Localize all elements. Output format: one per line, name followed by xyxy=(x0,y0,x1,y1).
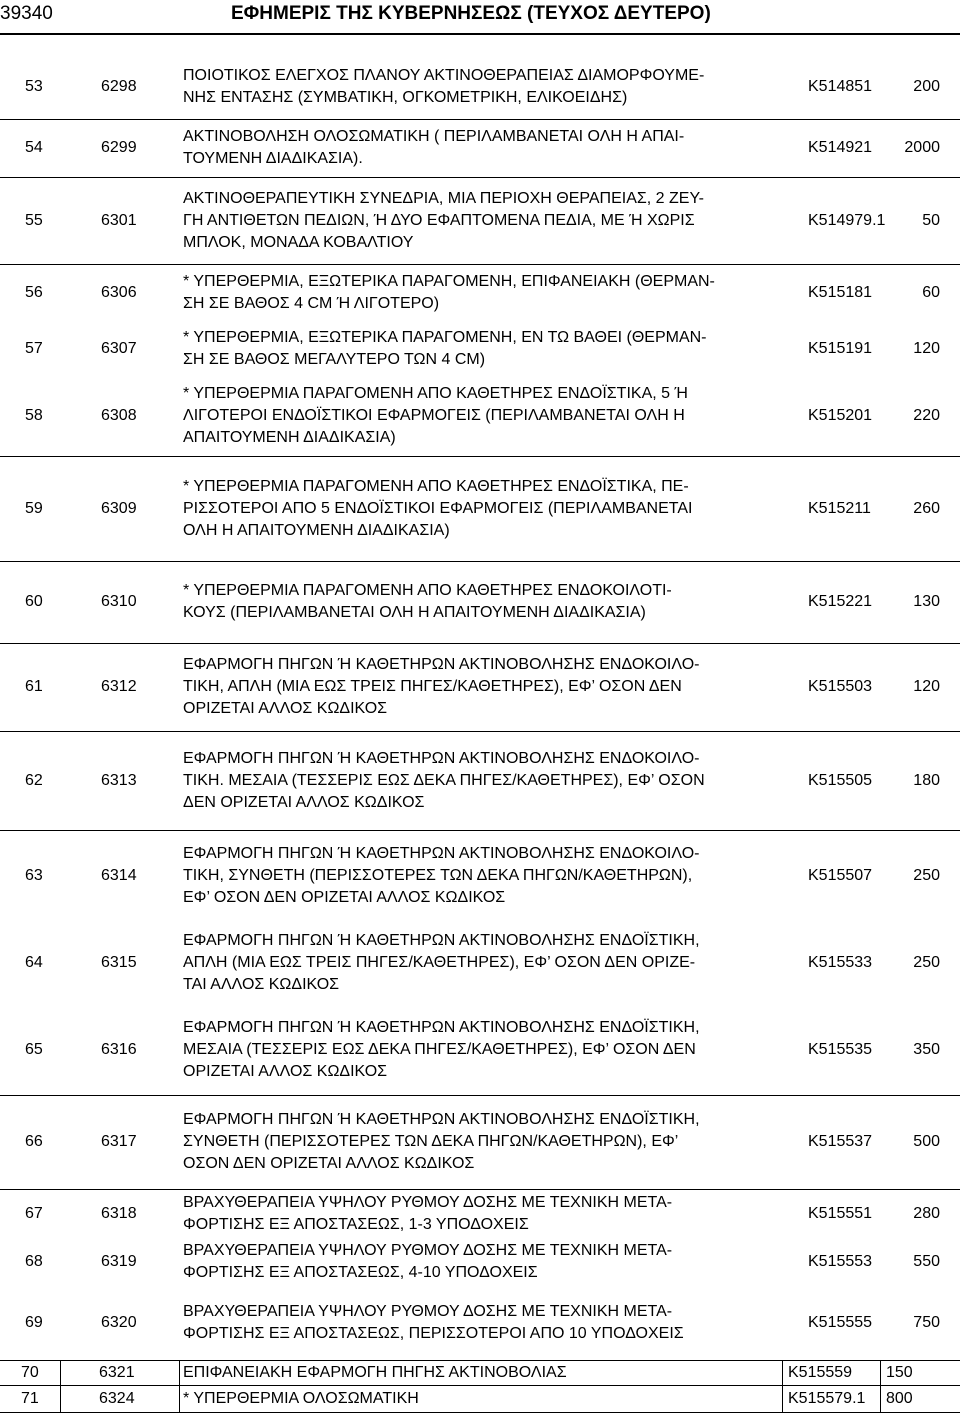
k-code: Κ515503 xyxy=(808,678,873,695)
description-line: * ΥΠΕΡΘΕΡΜΙΑ ΠΑΡΑΓΟΜΕΝΗ ΑΠΟ ΚΑΘΕΤΗΡΕΣ ΕΝΔΟΪΣΤΙΚΑ, ΠΕ- xyxy=(183,478,689,495)
description-line: ΑΚΤΙΝΟΘΕΡΑΠΕΥΤΙΚΗ ΣΥΝΕΔΡΙΑ, ΜΙΑ ΠΕΡΙΟΧΗ ΘΕΡΑΠΕΙΑΣ, 2 ΖΕΥ- xyxy=(183,190,704,207)
row-number: 65 xyxy=(25,1041,43,1058)
procedure-code: 6301 xyxy=(101,212,137,229)
price: 350 xyxy=(913,1041,940,1058)
description-line: ΒΡΑΧΥΘΕΡΑΠΕΙΑ ΥΨΗΛΟΥ ΡΥΘΜΟΥ ΔΟΣΗΣ ΜΕ ΤΕΧΝΙΚΗ ΜΕΤΑ- xyxy=(183,1194,673,1211)
procedure-code: 6308 xyxy=(101,407,137,424)
k-code: Κ515201 xyxy=(808,407,873,424)
column-divider xyxy=(179,1360,180,1412)
description-line: ΜΕΣΑΙΑ (ΤΕΣΣΕΡΙΣ ΕΩΣ ΔΕΚΑ ΠΗΓΕΣ/ΚΑΘΕΤΗΡΕΣ), ΕΦ’ ΟΣΟΝ ΔΕΝ xyxy=(183,1041,696,1058)
row-number: 63 xyxy=(25,867,43,884)
k-code: Κ515211 xyxy=(808,500,871,517)
k-code: Κ515537 xyxy=(808,1133,873,1150)
row-divider xyxy=(0,1412,960,1413)
price: 750 xyxy=(913,1314,940,1331)
description-line: ΦΟΡΤΙΣΗΣ ΕΞ ΑΠΟΣΤΑΣΕΩΣ, 1-3 ΥΠΟΔΟΧΕΙΣ xyxy=(183,1216,529,1233)
description-line: ΦΟΡΤΙΣΗΣ ΕΞ ΑΠΟΣΤΑΣΕΩΣ, ΠΕΡΙΣΣΟΤΕΡΟΙ ΑΠΟ 10 ΥΠΟΔΟΧΕΙΣ xyxy=(183,1325,684,1342)
k-code: Κ515551 xyxy=(808,1205,873,1222)
description-line: ΕΦΑΡΜΟΓΗ ΠΗΓΩΝ Ή ΚΑΘΕΤΗΡΩΝ ΑΚΤΙΝΟΒΟΛΗΣΗΣ ΕΝΔΟΪΣΤΙΚΗ, xyxy=(183,1111,700,1128)
procedure-description xyxy=(183,327,783,371)
procedure-description xyxy=(183,65,783,109)
description-line: ΤΙΚΗ, ΑΠΛΗ (ΜΙΑ ΕΩΣ ΤΡΕΙΣ ΠΗΓΕΣ/ΚΑΘΕΤΗΡΕΣ), ΕΦ’ ΟΣΟΝ ΔΕΝ xyxy=(183,678,682,695)
procedure-description xyxy=(183,1017,783,1083)
procedure-code: 6309 xyxy=(101,500,137,517)
table-row xyxy=(0,376,960,457)
table-row xyxy=(0,456,960,562)
table-row xyxy=(0,1285,960,1361)
k-code: Κ515221 xyxy=(808,593,873,610)
page-number: 39340 xyxy=(0,3,53,24)
procedure-code: 6318 xyxy=(101,1205,137,1222)
price: 120 xyxy=(913,340,940,357)
column-divider xyxy=(60,1360,61,1412)
procedure-description xyxy=(183,188,783,254)
price: 500 xyxy=(913,1133,940,1150)
description-line: ΓΗ ΑΝΤΙΘΕΤΩΝ ΠΕΔΙΩΝ, Ή ΔΥΟ ΕΦΑΠΤΟΜΕΝΑ ΠΕΔΙΑ, ΜΕ Ή ΧΩΡΙΣ xyxy=(183,212,695,229)
price: 150 xyxy=(886,1364,913,1381)
procedure-code: 6310 xyxy=(101,593,137,610)
description-line: ΕΦΑΡΜΟΓΗ ΠΗΓΩΝ Ή ΚΑΘΕΤΗΡΩΝ ΑΚΤΙΝΟΒΟΛΗΣΗΣ ΕΝΔΟΪΣΤΙΚΗ, xyxy=(183,1019,700,1036)
description-line: ΕΦΑΡΜΟΓΗ ΠΗΓΩΝ Ή ΚΑΘΕΤΗΡΩΝ ΑΚΤΙΝΟΒΟΛΗΣΗΣ ΕΝΔΟΚΟΙΛΟ- xyxy=(183,750,700,767)
description-line: ΛΙΓΟΤΕΡΟΙ ΕΝΔΟΪΣΤΙΚΟΙ ΕΦΑΡΜΟΓΕΙΣ (ΠΕΡΙΛΑΜΒΑΝΕΤΑΙ ΟΛΗ Η xyxy=(183,407,685,424)
procedure-description: * ΥΠΕΡΘΕΡΜΙΑ ΟΛΟΣΩΜΑΤΙΚΗ xyxy=(183,1390,419,1407)
description-line: ΟΡΙΖΕΤΑΙ ΑΛΛΟΣ ΚΩΔΙΚΟΣ xyxy=(183,1063,388,1080)
price: 120 xyxy=(913,678,940,695)
table-row xyxy=(0,177,960,265)
price: 280 xyxy=(913,1205,940,1222)
table-row xyxy=(0,55,960,120)
k-code: Κ515507 xyxy=(808,867,873,884)
table-row xyxy=(0,1189,960,1239)
description-line: ΤΙΚΗ, ΣΥΝΘΕΤΗ (ΠΕΡΙΣΣΟΤΕΡΕΣ ΤΩΝ ΔΕΚΑ ΠΗΓΩΝ/ΚΑΘΕΤΗΡΩΝ), xyxy=(183,867,693,884)
row-number: 58 xyxy=(25,407,43,424)
procedure-description xyxy=(183,1240,783,1284)
description-line: ΣΗ ΣΕ ΒΑΘΟΣ 4 CM Ή ΛΙΓΟΤΕΡΟ) xyxy=(183,295,440,312)
row-number: 57 xyxy=(25,340,43,357)
procedure-code: 6315 xyxy=(101,954,137,971)
price: 220 xyxy=(913,407,940,424)
table-row xyxy=(0,643,960,732)
description-line: ΒΡΑΧΥΘΕΡΑΠΕΙΑ ΥΨΗΛΟΥ ΡΥΘΜΟΥ ΔΟΣΗΣ ΜΕ ΤΕΧΝΙΚΗ ΜΕΤΑ- xyxy=(183,1303,673,1320)
table-row xyxy=(0,322,960,376)
procedure-code: 6312 xyxy=(101,678,137,695)
k-code: Κ515579.1 xyxy=(788,1390,866,1407)
row-number: 60 xyxy=(25,593,43,610)
row-number: 53 xyxy=(25,78,43,95)
procedure-description xyxy=(183,383,783,449)
procedure-code: 6299 xyxy=(101,139,137,156)
k-code: Κ515181 xyxy=(808,284,873,301)
description-line: ΚΟΥΣ (ΠΕΡΙΛΑΜΒΑΝΕΤΑΙ ΟΛΗ Η ΑΠΑΙΤΟΥΜΕΝΗ ΔΙΑΔΙΚΑΣΙΑ) xyxy=(183,604,646,621)
description-line: ΡΙΣΣΟΤΕΡΟΙ ΑΠΟ 5 ΕΝΔΟΪΣΤΙΚΟΙ ΕΦΑΡΜΟΓΕΙΣ (ΠΕΡΙΛΑΜΒΑΝΕΤΑΙ xyxy=(183,500,693,517)
price: 250 xyxy=(913,867,940,884)
procedure-code: 6307 xyxy=(101,340,137,357)
procedure-description xyxy=(183,1192,783,1236)
price: 550 xyxy=(913,1253,940,1270)
procedure-description xyxy=(183,930,783,996)
price: 260 xyxy=(913,500,940,517)
procedure-description: ΕΠΙΦΑΝΕΙΑΚΗ ΕΦΑΡΜΟΓΗ ΠΗΓΗΣ ΑΚΤΙΝΟΒΟΛΙΑΣ xyxy=(183,1364,567,1381)
description-line: ΑΚΤΙΝΟΒΟΛΗΣΗ ΟΛΟΣΩΜΑΤΙΚΗ ( ΠΕΡΙΛΑΜΒΑΝΕΤΑΙ ΟΛΗ Η ΑΠΑΙ- xyxy=(183,128,685,145)
row-number: 55 xyxy=(25,212,43,229)
table-row xyxy=(0,922,960,1004)
procedure-description xyxy=(183,654,783,720)
description-line: ΣΥΝΘΕΤΗ (ΠΕΡΙΣΣΟΤΕΡΕΣ ΤΩΝ ΔΕΚΑ ΠΗΓΩΝ/ΚΑΘΕΤΗΡΩΝ), ΕΦ’ xyxy=(183,1133,679,1150)
row-number: 59 xyxy=(25,500,43,517)
k-code: Κ515535 xyxy=(808,1041,873,1058)
row-number: 70 xyxy=(21,1364,39,1381)
procedure-description xyxy=(183,271,783,315)
k-code: Κ515555 xyxy=(808,1314,873,1331)
k-code: Κ515505 xyxy=(808,772,873,789)
description-line: * ΥΠΕΡΘΕΡΜΙΑ ΠΑΡΑΓΟΜΕΝΗ ΑΠΟ ΚΑΘΕΤΗΡΕΣ ΕΝΔΟΚΟΙΛΟΤΙ- xyxy=(183,582,672,599)
k-code: Κ514979.1 xyxy=(808,212,886,229)
k-code: Κ515553 xyxy=(808,1253,873,1270)
price: 130 xyxy=(913,593,940,610)
description-line: ΕΦ’ ΟΣΟΝ ΔΕΝ ΟΡΙΖΕΤΑΙ ΑΛΛΟΣ ΚΩΔΙΚΟΣ xyxy=(183,889,506,906)
k-code: Κ514851 xyxy=(808,78,873,95)
row-number: 68 xyxy=(25,1253,43,1270)
description-line: ΟΛΗ Η ΑΠΑΙΤΟΥΜΕΝΗ ΔΙΑΔΙΚΑΣΙΑ) xyxy=(183,522,450,539)
k-code: Κ515533 xyxy=(808,954,873,971)
row-number: 67 xyxy=(25,1205,43,1222)
table-row xyxy=(0,1004,960,1096)
description-line: ΠΟΙΟΤΙΚΟΣ ΕΛΕΓΧΟΣ ΠΛΑΝΟΥ ΑΚΤΙΝΟΘΕΡΑΠΕΙΑΣ ΔΙΑΜΟΡΦΟΥΜΕ- xyxy=(183,67,705,84)
description-line: * ΥΠΕΡΘΕΡΜΙΑ ΠΑΡΑΓΟΜΕΝΗ ΑΠΟ ΚΑΘΕΤΗΡΕΣ ΕΝΔΟΪΣΤΙΚΑ, 5 Ή xyxy=(183,385,688,402)
description-line: ΣΗ ΣΕ ΒΑΘΟΣ ΜΕΓΑΛΥΤΕΡΟ ΤΩΝ 4 CM) xyxy=(183,351,486,368)
table-row xyxy=(0,1239,960,1285)
price: 250 xyxy=(913,954,940,971)
description-line: ΦΟΡΤΙΣΗΣ ΕΞ ΑΠΟΣΤΑΣΕΩΣ, 4-10 ΥΠΟΔΟΧΕΙΣ xyxy=(183,1264,538,1281)
row-number: 71 xyxy=(21,1390,39,1407)
price: 200 xyxy=(913,78,940,95)
row-divider xyxy=(0,1385,960,1386)
table-row xyxy=(0,731,960,831)
description-line: ΤΑΙ ΑΛΛΟΣ ΚΩΔΙΚΟΣ xyxy=(183,976,340,993)
price: 180 xyxy=(913,772,940,789)
procedure-description xyxy=(183,843,783,909)
description-line: ΜΠΛΟΚ, ΜΟΝΑΔΑ ΚΟΒΑΛΤΙΟΥ xyxy=(183,234,414,251)
description-line: ΕΦΑΡΜΟΓΗ ΠΗΓΩΝ Ή ΚΑΘΕΤΗΡΩΝ ΑΚΤΙΝΟΒΟΛΗΣΗΣ ΕΝΔΟΚΟΙΛΟ- xyxy=(183,845,700,862)
table-row xyxy=(0,1095,960,1190)
procedure-description xyxy=(183,1301,783,1345)
row-number: 66 xyxy=(25,1133,43,1150)
procedure-code: 6313 xyxy=(101,772,137,789)
procedure-description xyxy=(183,748,783,814)
description-line: ΤΙΚΗ. ΜΕΣΑΙΑ (ΤΕΣΣΕΡΙΣ ΕΩΣ ΔΕΚΑ ΠΗΓΕΣ/ΚΑΘΕΤΗΡΕΣ), ΕΦ’ ΟΣΟΝ xyxy=(183,772,705,789)
description-line: * ΥΠΕΡΘΕΡΜΙΑ, ΕΞΩΤΕΡΙΚΑ ΠΑΡΑΓΟΜΕΝΗ, ΕΠΙΦΑΝΕΙΑΚΗ (ΘΕΡΜΑΝ- xyxy=(183,273,715,290)
table-row xyxy=(0,264,960,322)
procedure-code: 6306 xyxy=(101,284,137,301)
procedure-code: 6298 xyxy=(101,78,137,95)
procedure-description xyxy=(183,476,783,542)
page-title: ΕΦΗΜΕΡΙΣ ΤΗΣ ΚΥΒΕΡΝΗΣΕΩΣ (ΤΕΥΧΟΣ ΔΕΥΤΕΡΟ) xyxy=(231,3,711,24)
description-line: ΝΗΣ ΕΝΤΑΣΗΣ (ΣΥΜΒΑΤΙΚΗ, ΟΓΚΟΜΕΤΡΙΚΗ, ΕΛΙΚΟΕΙΔΗΣ) xyxy=(183,89,628,106)
description-line: ΑΠΛΗ (ΜΙΑ ΕΩΣ ΤΡΕΙΣ ΠΗΓΕΣ/ΚΑΘΕΤΗΡΕΣ), ΕΦ’ ΟΣΟΝ ΔΕΝ ΟΡΙΖΕ- xyxy=(183,954,696,971)
description-line: ΟΣΟΝ ΔΕΝ ΟΡΙΖΕΤΑΙ ΑΛΛΟΣ ΚΩΔΙΚΟΣ xyxy=(183,1155,475,1172)
description-line: ΒΡΑΧΥΘΕΡΑΠΕΙΑ ΥΨΗΛΟΥ ΡΥΘΜΟΥ ΔΟΣΗΣ ΜΕ ΤΕΧΝΙΚΗ ΜΕΤΑ- xyxy=(183,1242,673,1259)
page-header xyxy=(0,0,960,35)
column-divider xyxy=(782,1360,783,1412)
row-number: 54 xyxy=(25,139,43,156)
row-number: 62 xyxy=(25,772,43,789)
price: 2000 xyxy=(904,139,940,156)
price: 60 xyxy=(922,284,940,301)
k-code: Κ514921 xyxy=(808,139,873,156)
k-code: Κ515559 xyxy=(788,1364,853,1381)
procedure-code: 6319 xyxy=(101,1253,137,1270)
table-row xyxy=(0,830,960,922)
procedure-code: 6316 xyxy=(101,1041,137,1058)
price: 50 xyxy=(922,212,940,229)
description-line: ΟΡΙΖΕΤΑΙ ΑΛΛΟΣ ΚΩΔΙΚΟΣ xyxy=(183,700,388,717)
price: 800 xyxy=(886,1390,913,1407)
row-number: 61 xyxy=(25,678,43,695)
description-line: * ΥΠΕΡΘΕΡΜΙΑ, ΕΞΩΤΕΡΙΚΑ ΠΑΡΑΓΟΜΕΝΗ, ΕΝ ΤΩ ΒΑΘΕΙ (ΘΕΡΜΑΝ- xyxy=(183,329,707,346)
column-divider xyxy=(880,1360,881,1412)
procedure-code: 6321 xyxy=(99,1364,135,1381)
table-row xyxy=(0,119,960,178)
procedure-code: 6320 xyxy=(101,1314,137,1331)
procedure-description xyxy=(183,1109,783,1175)
description-line: ΔΕΝ ΟΡΙΖΕΤΑΙ ΑΛΛΟΣ ΚΩΔΙΚΟΣ xyxy=(183,794,425,811)
procedure-code: 6314 xyxy=(101,867,137,884)
k-code: Κ515191 xyxy=(808,340,873,357)
procedure-description xyxy=(183,126,783,170)
row-number: 64 xyxy=(25,954,43,971)
table-row xyxy=(0,561,960,644)
row-number: 69 xyxy=(25,1314,43,1331)
row-number: 56 xyxy=(25,284,43,301)
description-line: ΤΟΥΜΕΝΗ ΔΙΑΔΙΚΑΣΙΑ). xyxy=(183,150,363,167)
description-line: ΑΠΑΙΤΟΥΜΕΝΗ ΔΙΑΔΙΚΑΣΙΑ) xyxy=(183,429,396,446)
procedure-code: 6324 xyxy=(99,1390,135,1407)
description-line: ΕΦΑΡΜΟΓΗ ΠΗΓΩΝ Ή ΚΑΘΕΤΗΡΩΝ ΑΚΤΙΝΟΒΟΛΗΣΗΣ ΕΝΔΟΚΟΙΛΟ- xyxy=(183,656,700,673)
procedure-description xyxy=(183,580,783,624)
procedure-code: 6317 xyxy=(101,1133,137,1150)
description-line: ΕΦΑΡΜΟΓΗ ΠΗΓΩΝ Ή ΚΑΘΕΤΗΡΩΝ ΑΚΤΙΝΟΒΟΛΗΣΗΣ ΕΝΔΟΪΣΤΙΚΗ, xyxy=(183,932,700,949)
